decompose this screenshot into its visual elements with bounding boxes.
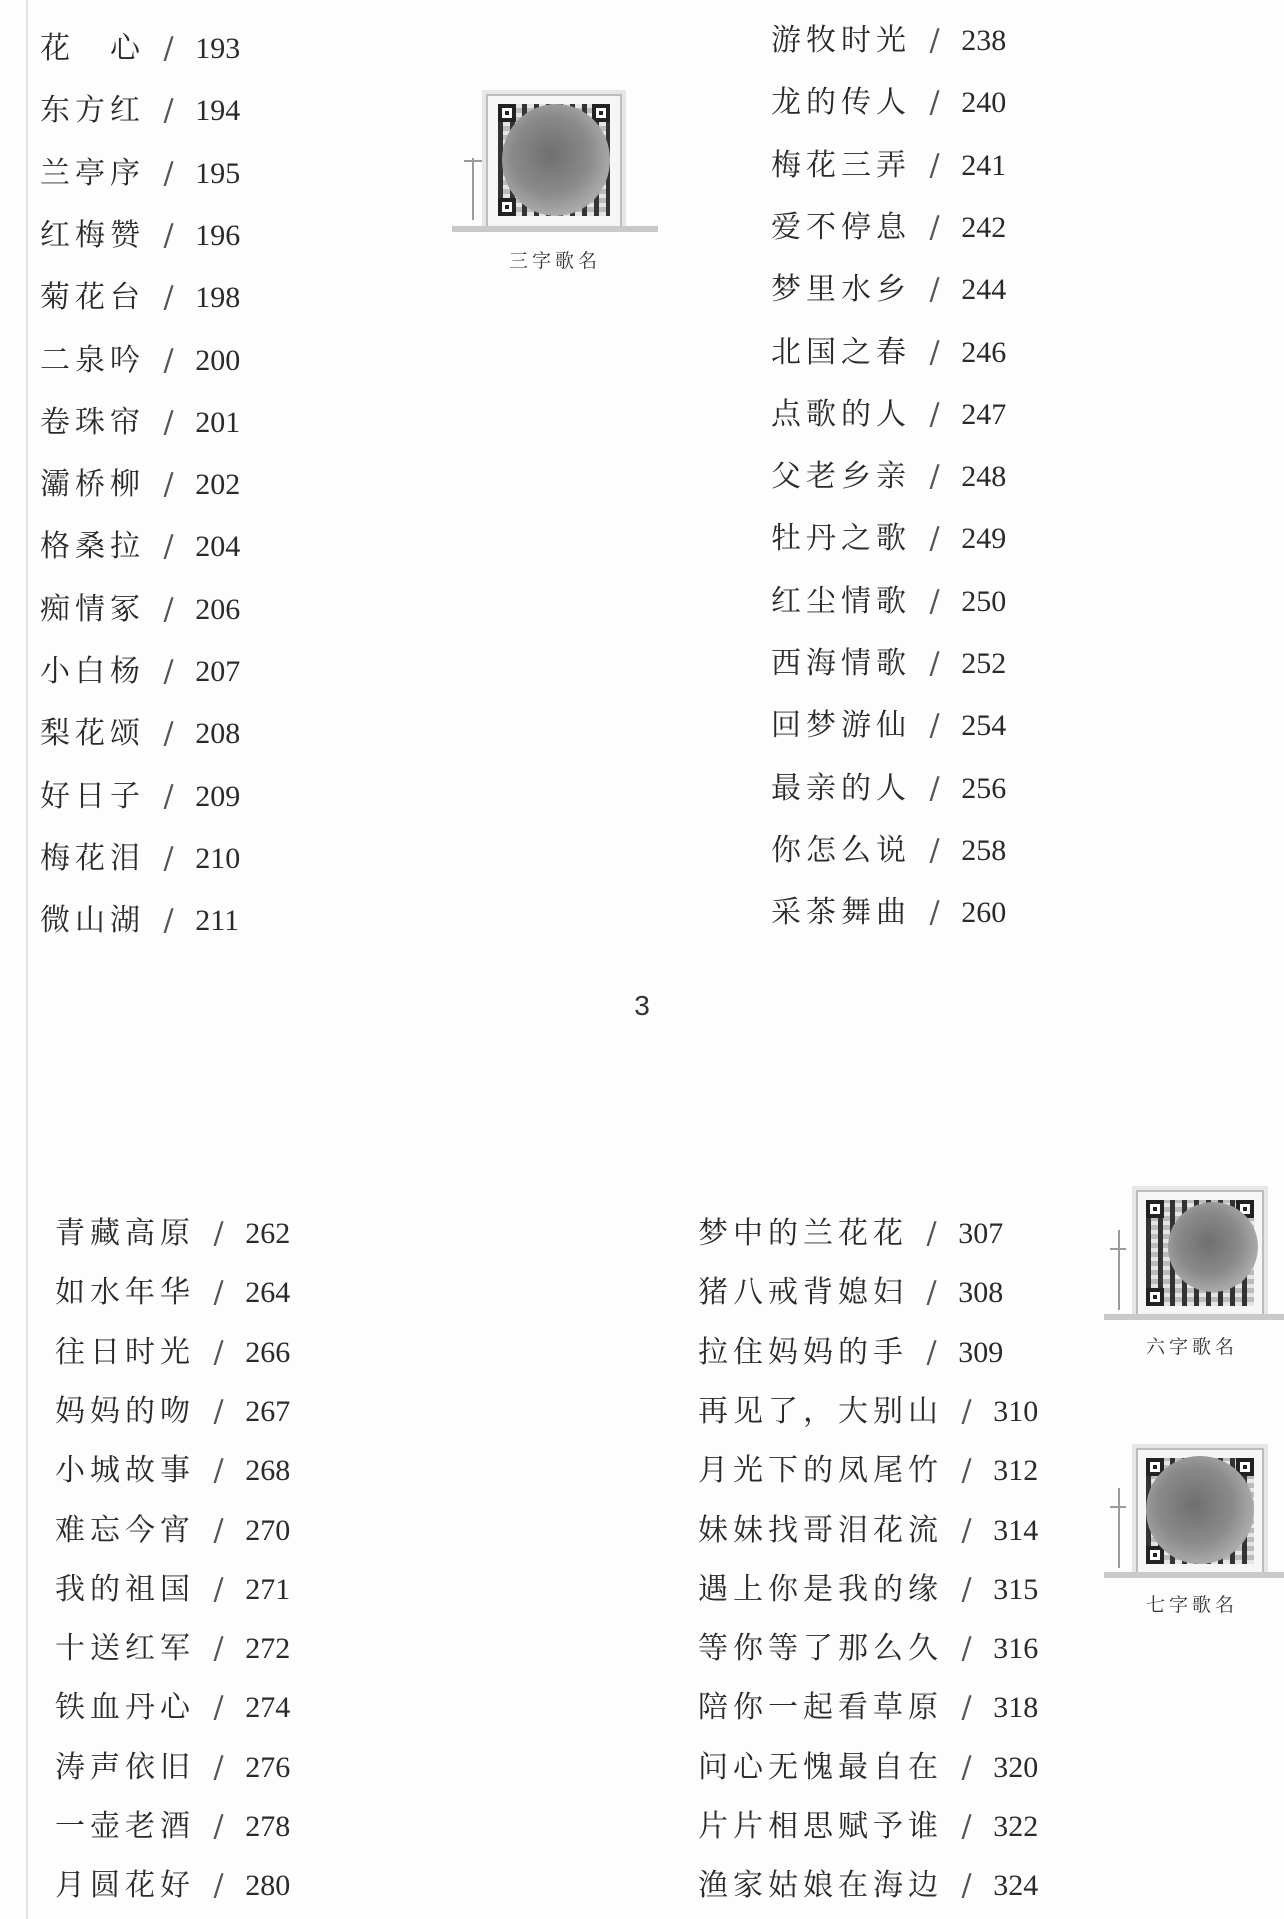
separator: /: [949, 1868, 988, 1904]
song-title: 片片相思赋予谁: [698, 1809, 943, 1844]
separator: /: [151, 716, 190, 752]
separator: /: [949, 1690, 988, 1726]
separator: /: [151, 342, 190, 378]
page-ref: 193: [195, 32, 241, 65]
separator: /: [201, 1690, 240, 1726]
toc-entry: [40, 716, 240, 752]
toc-entry: [40, 31, 240, 67]
song-title: 猪八戒背媳妇: [698, 1275, 908, 1311]
toc-entry: [55, 1453, 290, 1489]
page-ref: 312: [993, 1454, 1039, 1488]
song-title: 妹妹找哥泪花流: [698, 1512, 943, 1548]
toc-entry: [771, 85, 1006, 121]
song-title: 点歌的人: [771, 396, 911, 432]
page-ref: 201: [195, 405, 241, 439]
separator: /: [151, 155, 190, 191]
toc-entry: [771, 459, 1006, 495]
page-ref: 307: [958, 1217, 1004, 1250]
song-title: 月光下的凤尾竹: [698, 1453, 943, 1489]
song-title: 北国之春: [771, 334, 911, 370]
page-ref: 202: [195, 468, 241, 502]
separator: /: [949, 1453, 988, 1489]
song-title: 采茶舞曲: [771, 895, 911, 931]
toc-entry: [40, 280, 240, 316]
song-title: 梦里水乡: [771, 272, 911, 308]
toc-entry: [771, 210, 1006, 246]
song-title: 格桑拉: [40, 529, 145, 565]
separator: /: [151, 903, 190, 939]
separator: /: [917, 646, 956, 681]
page-ref: 271: [245, 1572, 291, 1606]
toc-entry: [771, 646, 1006, 682]
toc-entry: [698, 1572, 1038, 1608]
song-title: 西海情歌: [771, 646, 911, 681]
qr-caption: 七字歌名: [1145, 1594, 1238, 1616]
page-ref: 206: [195, 592, 241, 626]
separator: /: [151, 280, 190, 316]
separator: /: [201, 1749, 240, 1785]
separator: /: [151, 778, 190, 814]
toc-entry: [40, 654, 240, 690]
page-ref: 309: [958, 1335, 1004, 1369]
page-ref: 250: [961, 584, 1007, 618]
separator: /: [201, 1809, 240, 1844]
song-title: 游牧时光: [771, 23, 911, 58]
page-ref: 198: [195, 281, 241, 315]
page-ref: 196: [195, 218, 241, 252]
toc-entry: [40, 93, 240, 129]
separator: /: [917, 459, 956, 495]
toc-entry: [40, 405, 240, 441]
qr-caption: 三字歌名: [508, 250, 601, 272]
toc-entry: [698, 1750, 1038, 1786]
page-ref: 308: [958, 1276, 1004, 1310]
page-ref: 266: [245, 1335, 291, 1369]
page-ref: 318: [993, 1691, 1039, 1725]
toc-entry: [771, 521, 1006, 557]
toc-entry: [40, 841, 240, 877]
toc-entry: [698, 1453, 1038, 1489]
toc-entry: [55, 1275, 290, 1311]
song-title: 东方红: [40, 93, 145, 129]
separator: /: [949, 1809, 988, 1844]
page-margin-rule: [26, 0, 28, 1130]
toc-entry: [771, 771, 1006, 807]
page-ref: 246: [961, 335, 1007, 369]
toc-entry: [40, 156, 240, 192]
page-ref: 272: [245, 1632, 291, 1666]
page-ref: 268: [245, 1454, 291, 1488]
toc-entry: [55, 1690, 290, 1726]
separator: /: [201, 1868, 240, 1904]
toc-entry: [55, 1809, 290, 1845]
toc-entry: [771, 23, 1006, 59]
separator: /: [917, 209, 956, 245]
separator: /: [917, 895, 956, 931]
toc-entry: [55, 1216, 290, 1252]
toc-entry: [698, 1394, 1038, 1430]
song-title: 难忘今宵: [55, 1512, 195, 1548]
page-ref: 258: [961, 833, 1007, 867]
separator: /: [151, 840, 190, 876]
page-ref: 254: [961, 709, 1007, 743]
toc-entry: [771, 708, 1006, 744]
song-title: 灞桥柳: [40, 467, 145, 503]
page-ref: 238: [961, 24, 1007, 57]
page-ref: 211: [195, 904, 240, 938]
page-ref: 248: [961, 460, 1007, 494]
toc-entry: [40, 529, 240, 565]
song-title: 往日时光: [55, 1334, 195, 1370]
separator: /: [914, 1275, 953, 1311]
separator: /: [151, 591, 190, 627]
page-ref: 210: [195, 841, 241, 875]
song-title: 梦中的兰花花: [698, 1216, 908, 1251]
page-ref: 270: [245, 1513, 291, 1547]
song-title: 牡丹之歌: [771, 521, 911, 557]
separator: /: [201, 1512, 240, 1548]
song-title: 我的祖国: [55, 1571, 195, 1607]
toc-entry: [771, 397, 1006, 433]
separator: /: [914, 1216, 953, 1251]
song-title: 菊花台: [40, 280, 145, 316]
page-ref: 320: [993, 1750, 1039, 1784]
separator: /: [917, 521, 956, 557]
toc-entry: [55, 1335, 290, 1371]
toc-entry: [771, 148, 1006, 184]
page-ref: 207: [195, 655, 241, 688]
separator: /: [151, 467, 190, 503]
page-ref: 208: [195, 717, 241, 751]
page-ref: 267: [245, 1394, 291, 1428]
song-title: 最亲的人: [771, 770, 911, 806]
separator: /: [949, 1749, 988, 1785]
song-title: 花 心: [40, 31, 145, 66]
song-title: 铁血丹心: [55, 1690, 195, 1726]
song-title: 龙的传人: [771, 85, 911, 121]
toc-entry: [55, 1394, 290, 1430]
song-title: 爱不停息: [771, 209, 911, 245]
separator: /: [917, 272, 956, 308]
page-ref: 278: [245, 1810, 291, 1843]
song-title: 二泉吟: [40, 342, 145, 378]
song-title: 等你等了那么久: [698, 1631, 943, 1667]
page-ref: 242: [961, 210, 1007, 244]
separator: /: [201, 1275, 240, 1311]
toc-entry: [40, 903, 239, 939]
toc-entry: [55, 1631, 290, 1667]
toc-entry: [771, 895, 1006, 931]
song-title: 梅花三弄: [771, 147, 911, 183]
page-ref: 209: [195, 779, 241, 813]
toc-entry: [40, 779, 240, 815]
song-title: 陪你一起看草原: [698, 1690, 943, 1726]
song-title: 渔家姑娘在海边: [698, 1868, 943, 1904]
separator: /: [917, 85, 956, 121]
page-ref: 240: [961, 86, 1007, 120]
toc-entry: [698, 1809, 1038, 1845]
separator: /: [201, 1216, 240, 1251]
song-title: 好日子: [40, 778, 145, 814]
song-title: 月圆花好: [55, 1868, 195, 1904]
page-ref: 249: [961, 522, 1007, 556]
song-title: 青藏高原: [55, 1216, 195, 1251]
toc-entry: [771, 584, 1006, 620]
separator: /: [151, 404, 190, 440]
song-title: 痴情冢: [40, 591, 145, 627]
song-title: 红尘情歌: [771, 583, 911, 619]
page-ref: 324: [993, 1869, 1039, 1903]
separator: /: [949, 1631, 988, 1667]
separator: /: [201, 1393, 240, 1429]
song-title: 红梅赞: [40, 217, 145, 253]
page-ref: 314: [993, 1513, 1039, 1547]
toc-entry: [40, 592, 240, 628]
page-ref: 276: [245, 1750, 291, 1784]
separator: /: [917, 147, 956, 183]
page-ref: 322: [993, 1810, 1039, 1843]
toc-entry: [698, 1216, 1003, 1252]
toc-entry: [771, 272, 1006, 308]
separator: /: [201, 1334, 240, 1370]
toc-entry: [55, 1572, 290, 1608]
page-ref: 252: [961, 647, 1007, 680]
toc-entry: [771, 833, 1006, 869]
qr-code-seven-char-songs[interactable]: [1100, 1448, 1284, 1616]
qr-code-three-char-songs[interactable]: [450, 90, 660, 275]
song-title: 再见了，大别山: [698, 1393, 943, 1429]
page-ref: 264: [245, 1276, 291, 1310]
song-title: 父老乡亲: [771, 459, 911, 495]
toc-entry: [698, 1513, 1038, 1549]
separator: /: [151, 93, 190, 129]
separator: /: [917, 708, 956, 744]
toc-entry: [40, 467, 240, 503]
song-title: 问心无愧最自在: [698, 1749, 943, 1785]
page-ref: 195: [195, 156, 241, 190]
page-ref: 200: [195, 343, 241, 377]
page-ref: 310: [993, 1394, 1039, 1428]
bottom-page: [0, 1130, 1284, 1919]
separator: /: [201, 1631, 240, 1667]
page-margin-rule: [26, 1130, 28, 1919]
toc-entry: [55, 1868, 290, 1904]
toc-entry: [698, 1631, 1038, 1667]
separator: /: [917, 23, 956, 58]
toc-entry: [40, 218, 240, 254]
toc-entry: [55, 1513, 290, 1549]
separator: /: [917, 832, 956, 868]
song-title: 小白杨: [40, 654, 145, 689]
toc-entry: [698, 1690, 1038, 1726]
song-title: 十送红军: [55, 1631, 195, 1667]
song-title: 梨花颂: [40, 716, 145, 752]
song-title: 遇上你是我的缘: [698, 1571, 943, 1607]
song-title: 一壶老酒: [55, 1809, 195, 1844]
toc-entry: [55, 1750, 290, 1786]
separator: /: [917, 770, 956, 806]
separator: /: [201, 1453, 240, 1489]
separator: /: [151, 654, 190, 689]
song-title: 卷珠帘: [40, 404, 145, 440]
qr-code-six-char-songs[interactable]: [1100, 1190, 1284, 1358]
separator: /: [917, 396, 956, 432]
song-title: 你怎么说: [771, 832, 911, 868]
page-ref: 204: [195, 530, 241, 564]
song-title: 回梦游仙: [771, 708, 911, 744]
song-title: 小城故事: [55, 1453, 195, 1489]
page-ref: 315: [993, 1572, 1039, 1606]
song-title: 拉住妈妈的手: [698, 1334, 908, 1370]
song-title: 微山湖: [40, 903, 145, 939]
separator: /: [151, 529, 190, 565]
page-ref: 247: [961, 397, 1007, 431]
page-ref: 241: [961, 148, 1007, 182]
separator: /: [949, 1571, 988, 1607]
song-title: 妈妈的吻: [55, 1393, 195, 1429]
page-ref: 260: [961, 896, 1007, 930]
toc-entry: [698, 1335, 1003, 1371]
page-ref: 244: [961, 273, 1007, 307]
separator: /: [914, 1334, 953, 1370]
page-number: 3: [634, 990, 650, 1021]
separator: /: [917, 583, 956, 619]
page-ref: 280: [245, 1869, 291, 1903]
toc-entry: [698, 1275, 1003, 1311]
song-title: 如水年华: [55, 1275, 195, 1311]
separator: /: [201, 1571, 240, 1607]
qr-caption: 六字歌名: [1145, 1336, 1238, 1358]
toc-entry: [698, 1868, 1038, 1904]
separator: /: [151, 31, 190, 66]
page-ref: 262: [245, 1217, 291, 1250]
page-ref: 316: [993, 1632, 1039, 1666]
song-title: 涛声依旧: [55, 1749, 195, 1785]
song-title: 梅花泪: [40, 840, 145, 876]
page-ref: 274: [245, 1691, 291, 1725]
song-title: 兰亭序: [40, 155, 145, 191]
toc-entry: [771, 335, 1006, 371]
toc-entry: [40, 343, 240, 379]
separator: /: [917, 334, 956, 370]
separator: /: [949, 1512, 988, 1548]
separator: /: [151, 217, 190, 253]
separator: /: [949, 1393, 988, 1429]
page-ref: 194: [195, 94, 241, 128]
page-ref: 256: [961, 771, 1007, 805]
